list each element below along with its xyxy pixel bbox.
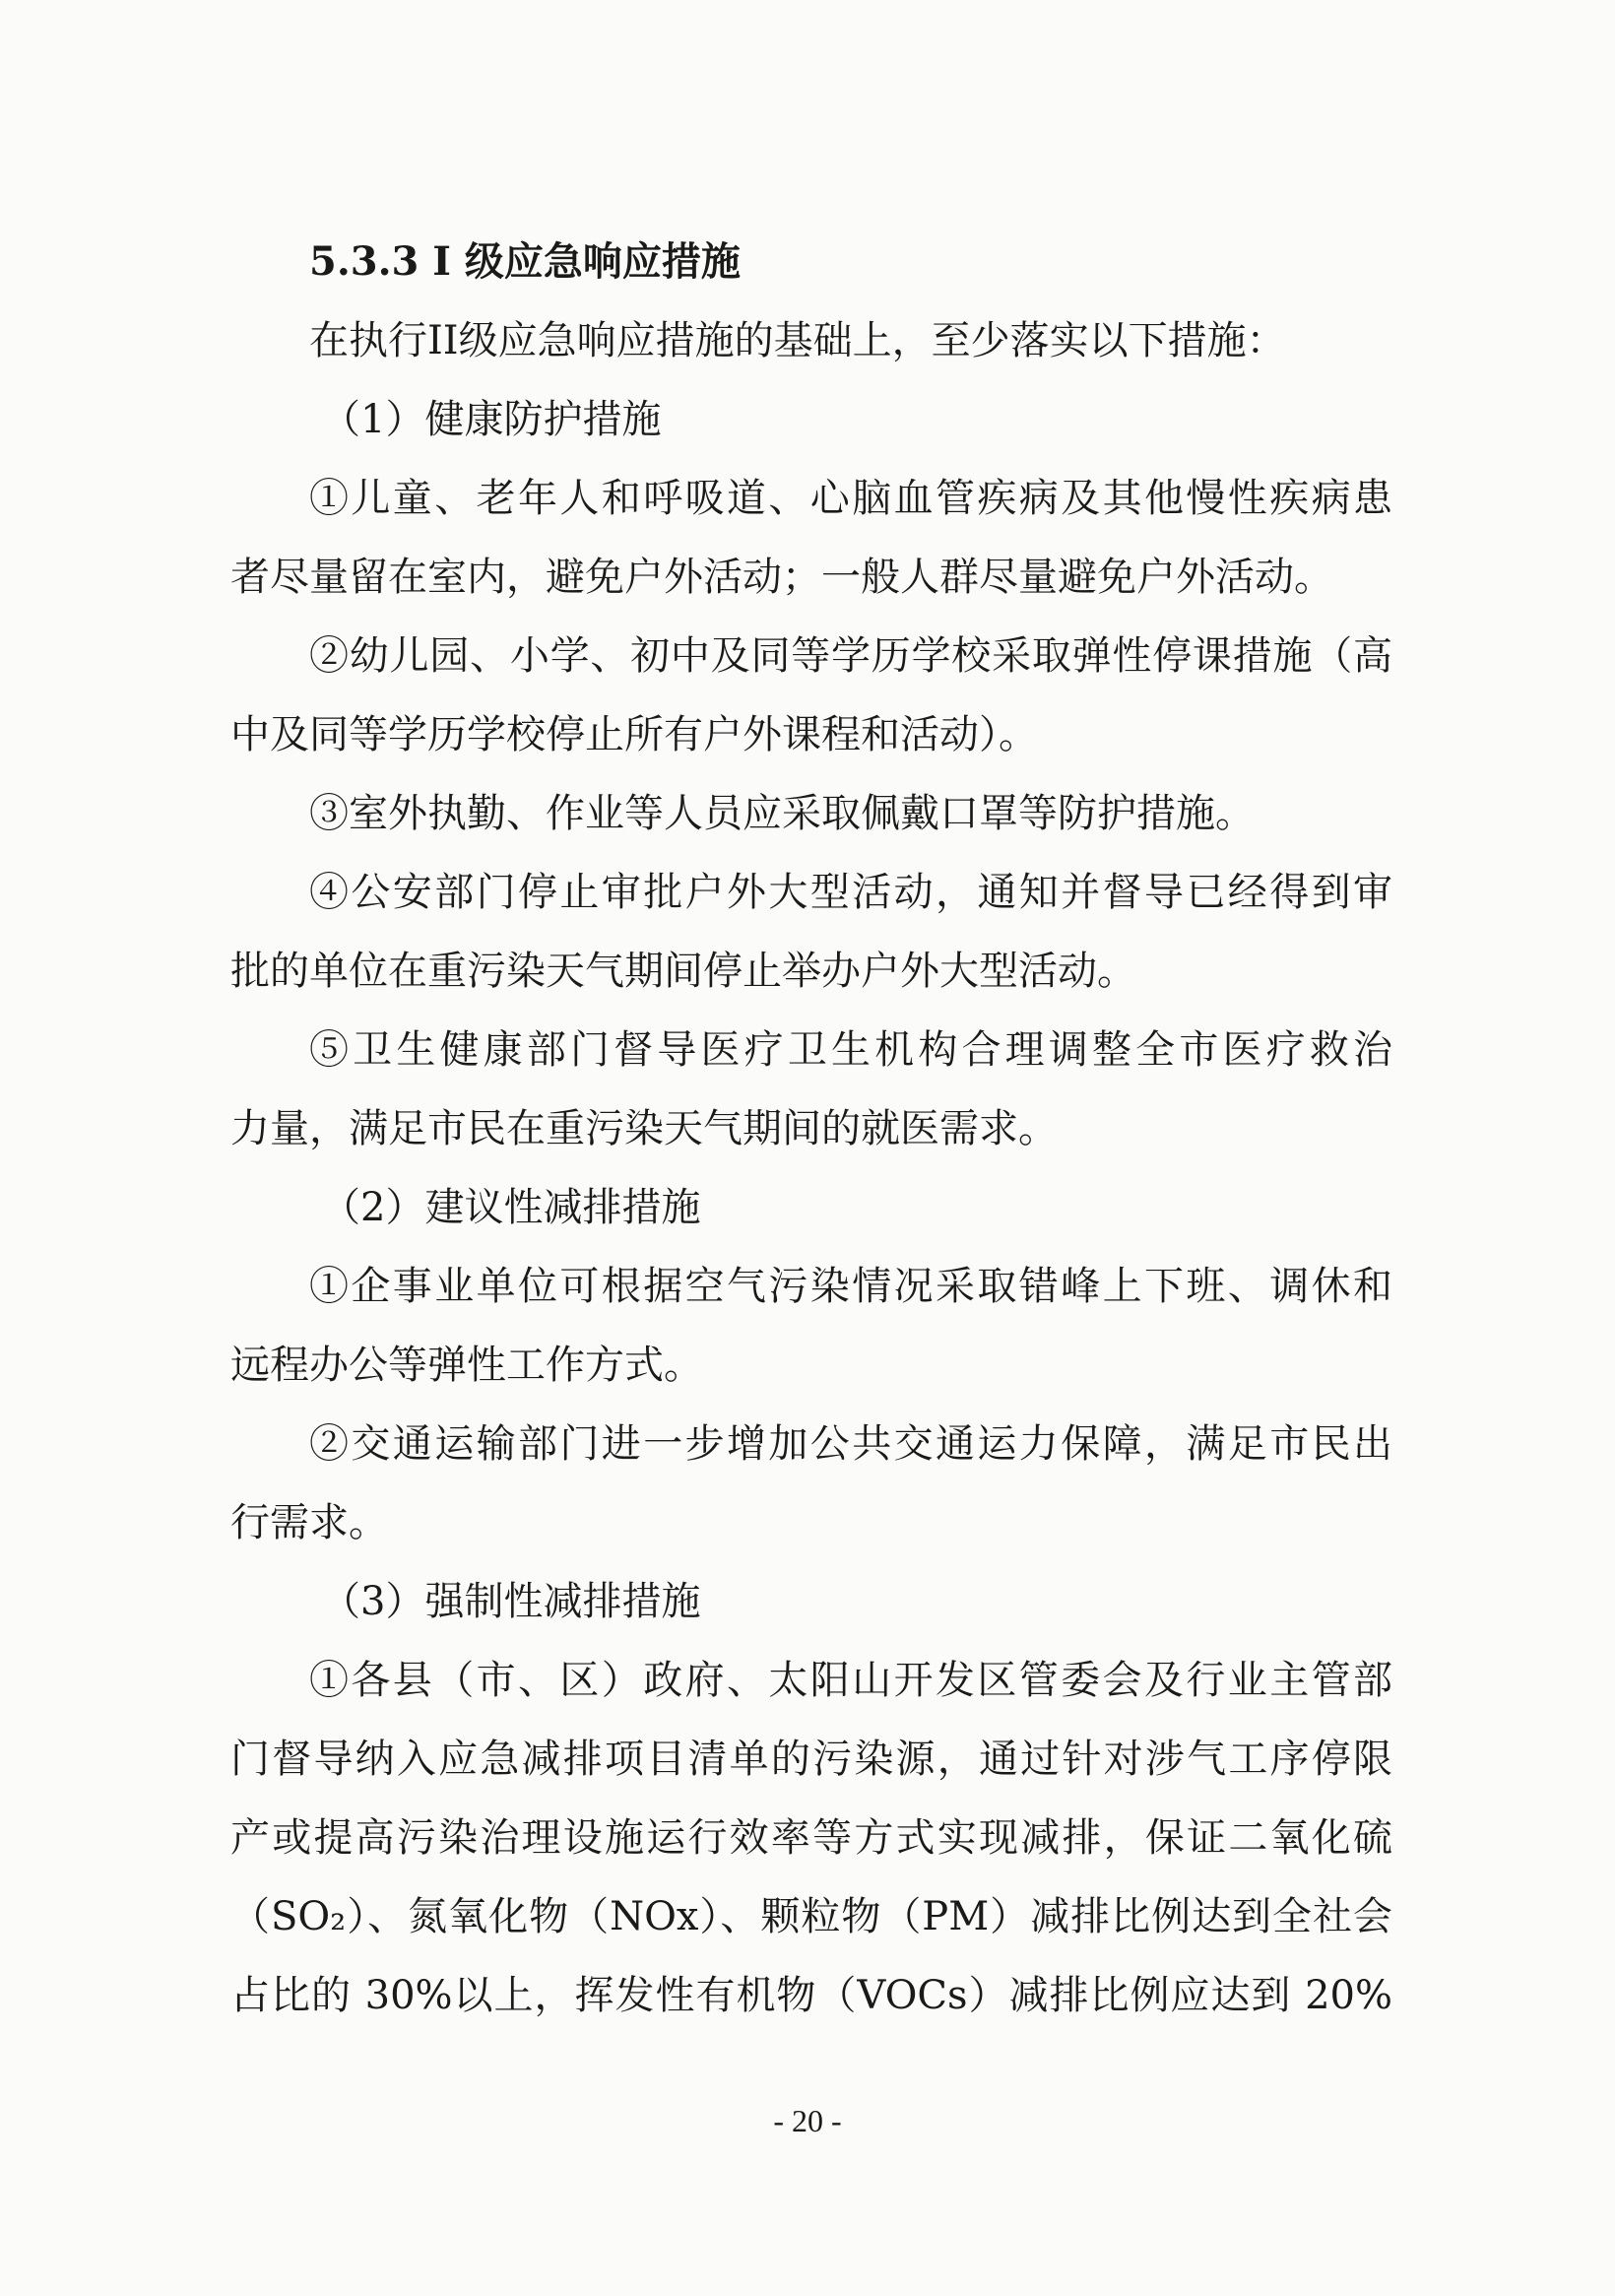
text-line: 批的单位在重污染天气期间停止举办户外大型活动。 xyxy=(230,949,1136,994)
text-line: ①各县（市、区）政府、太阳山开发区管委会及行业主管部 xyxy=(309,1658,1392,1703)
text-line: 在执行II级应急响应措施的基础上，至少落实以下措施： xyxy=(309,318,1286,363)
text-line: ①儿童、老年人和呼吸道、心脑血管疾病及其他慢性疾病患 xyxy=(309,476,1392,521)
text-line: ③室外执勤、作业等人员应采取佩戴口罩等防护措施。 xyxy=(309,791,1255,836)
text-line: ②幼儿园、小学、初中及同等学历学校采取弹性停课措施（高 xyxy=(309,633,1392,679)
text-line: 力量，满足市民在重污染天气期间的就医需求。 xyxy=(230,1106,1058,1151)
text-line: （3）强制性减排措施 xyxy=(321,1579,701,1624)
text-line: 门督导纳入应急减排项目清单的污染源，通过针对涉气工序停限 xyxy=(230,1737,1392,1782)
text-line: ①企事业单位可根据空气污染情况采取错峰上下班、调休和 xyxy=(309,1264,1392,1309)
text-line: ②交通运输部门进一步增加公共交通运力保障，满足市民出 xyxy=(309,1421,1392,1467)
text-line: ⑤卫生健康部门督导医疗卫生机构合理调整全市医疗救治 xyxy=(309,1027,1392,1073)
text-line: （2）建议性减排措施 xyxy=(321,1185,701,1230)
text-line: 产或提高污染治理设施运行效率等方式实现减排，保证二氧化硫 xyxy=(230,1815,1392,1861)
document-body xyxy=(230,223,1392,2035)
page-number: - 20 - xyxy=(773,2103,842,2138)
text-line: 行需求。 xyxy=(230,1500,388,1545)
section-heading: 5.3.3 I 级应急响应措施 xyxy=(309,238,741,285)
text-line: ④公安部门停止审批户外大型活动，通知并督导已经得到审 xyxy=(309,870,1392,915)
text-line: 者尽量留在室内，避免户外活动；一般人群尽量避免户外活动。 xyxy=(230,555,1333,600)
paragraph-lines xyxy=(230,301,1392,2035)
text-line: （SO₂）、氮氧化物（NOx）、颗粒物（PM）减排比例达到全社会 xyxy=(230,1894,1392,1939)
text-line: （1）健康防护措施 xyxy=(321,397,662,442)
text-line: 远程办公等弹性工作方式。 xyxy=(230,1343,703,1388)
text-line: 中及同等学历学校停止所有户外课程和活动）。 xyxy=(230,712,1038,757)
text-line: 占比的 30%以上，挥发性有机物（VOCs）减排比例应达到 20% xyxy=(230,1973,1392,2018)
